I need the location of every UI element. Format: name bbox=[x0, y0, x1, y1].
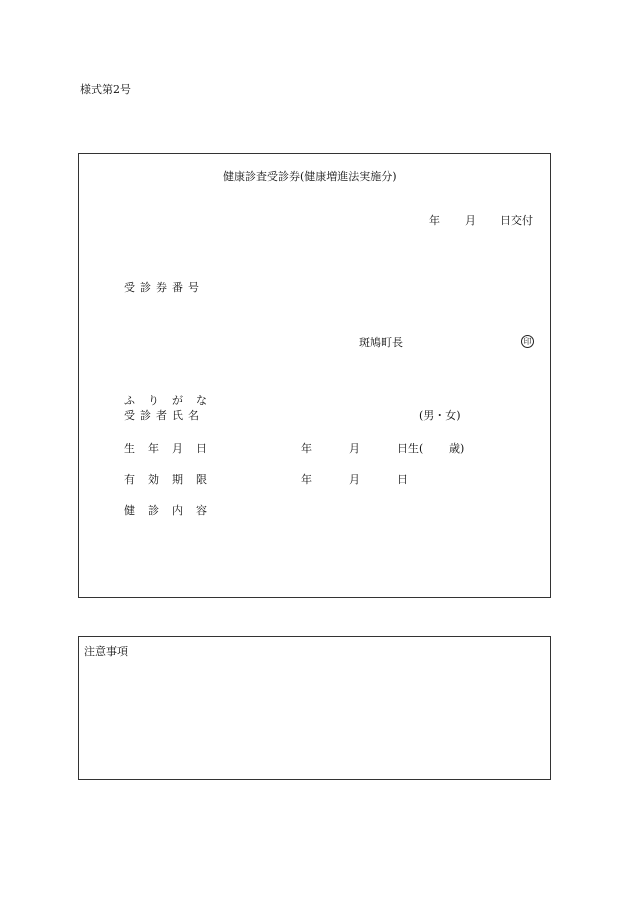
age-label: 歳) bbox=[449, 442, 465, 455]
validity-day-label: 日 bbox=[397, 473, 408, 486]
issuer-name: 斑鳩町長 bbox=[359, 336, 403, 349]
issue-year-label: 年 bbox=[429, 214, 440, 227]
form-number: 様式第2号 bbox=[80, 83, 131, 96]
validity-year-label: 年 bbox=[301, 473, 312, 486]
birth-year-label: 年 bbox=[301, 442, 312, 455]
birth-month-label: 月 bbox=[349, 442, 360, 455]
examinee-name-label: 受診者氏名 bbox=[124, 409, 204, 422]
ticket-number-label: 受診券番号 bbox=[124, 281, 204, 294]
sex-selection: (男・女) bbox=[419, 409, 461, 422]
furigana-label: ふりがな bbox=[124, 394, 220, 407]
ticket-title: 健康診査受診券(健康増進法実施分) bbox=[223, 170, 397, 183]
validity-label: 有効期限 bbox=[124, 473, 220, 486]
issue-month-label: 月 bbox=[465, 214, 476, 227]
checkup-content-label: 健診内容 bbox=[124, 504, 220, 517]
issue-day-label: 日交付 bbox=[500, 214, 533, 227]
notes-box bbox=[78, 636, 551, 780]
birth-day-label: 日生( bbox=[397, 442, 424, 455]
validity-month-label: 月 bbox=[349, 473, 360, 486]
notes-heading: 注意事項 bbox=[84, 645, 128, 658]
seal-mark: 印 bbox=[521, 335, 534, 348]
birth-date-label: 生年月日 bbox=[124, 442, 220, 455]
health-checkup-ticket bbox=[78, 153, 551, 598]
